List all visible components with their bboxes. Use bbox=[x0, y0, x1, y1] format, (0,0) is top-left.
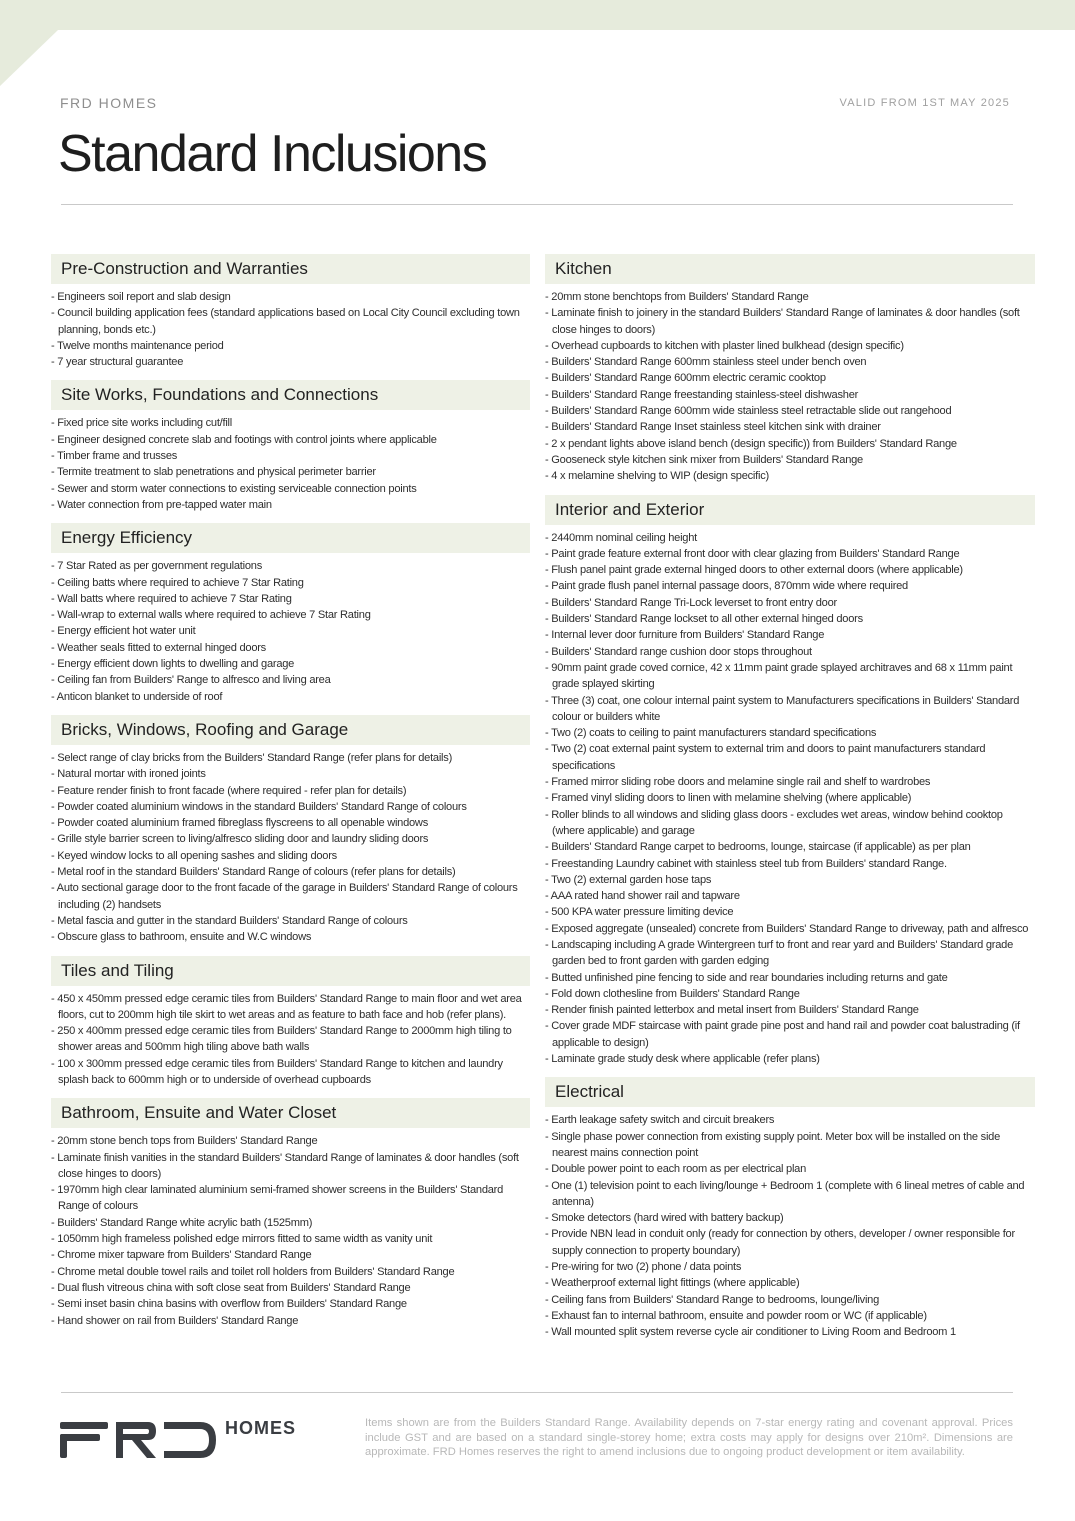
right-column bbox=[545, 254, 1035, 1351]
inclusion-item: - Semi inset basin china basins with overflow from Builders' Standard Range bbox=[51, 1298, 407, 1311]
inclusion-item: - Metal fascia and gutter in the standard Builders' Standard Range of colours bbox=[51, 914, 408, 927]
inclusion-item: - Twelve months maintenance period bbox=[51, 339, 224, 352]
corner-accent-shape bbox=[0, 0, 70, 90]
section-heading: Tiles and Tiling bbox=[51, 956, 530, 986]
inclusion-item: - Builders' Standard Range Inset stainless steel kitchen sink with drainer bbox=[545, 421, 881, 434]
inclusion-item: - Flush panel paint grade external hinged doors to other external doors (where applicable) bbox=[545, 564, 963, 577]
inclusion-list bbox=[51, 750, 530, 946]
inclusion-item: - Provide NBN lead in conduit only (ready for connection by others, developer / owner responsible for supply connection to property boundary) bbox=[545, 1228, 1015, 1257]
footer-divider bbox=[61, 1392, 1013, 1393]
section-heading: Interior and Exterior bbox=[545, 495, 1035, 525]
section-heading: Energy Efficiency bbox=[51, 523, 530, 553]
inclusion-item: - One (1) television point to each living/lounge + Bedroom 1 (complete with 6 lineal metres of cable and antenna) bbox=[545, 1179, 1025, 1208]
inclusion-item: - 20mm stone bench tops from Builders' Standard Range bbox=[51, 1135, 318, 1148]
inclusion-list bbox=[51, 991, 530, 1089]
section-site-works-foundations-and-connections bbox=[51, 380, 530, 513]
footer-disclaimer: Items shown are from the Builders Standard Range. Availability depends on 7-star energy rating and covenant approval. Prices include GST and are based on a standard single-storey home; extra costs may apply for designs over 210m². Dimensions are approximate. FRD Homes reserves the right to amend inclusions due to ongoing product development or item availability. bbox=[365, 1417, 1013, 1459]
inclusion-item: - 2440mm nominal ceiling height bbox=[545, 531, 697, 544]
inclusion-item: - Exhaust fan to internal bathroom, ensuite and powder room or WC (if applicable) bbox=[545, 1309, 927, 1322]
header-brand: FRD HOMES bbox=[60, 95, 158, 111]
inclusion-item: - Ceiling batts where required to achieve 7 Star Rating bbox=[51, 576, 304, 589]
section-heading: Bathroom, Ensuite and Water Closet bbox=[51, 1098, 530, 1128]
inclusion-item: - Exposed aggregate (unsealed) concrete from Builders' Standard Range to driveway, path and alfresco bbox=[545, 922, 1029, 935]
inclusion-item: - Roller blinds to all windows and sliding glass doors - excludes wet areas, window behind cooktop (where applicable) and garage bbox=[545, 808, 1003, 837]
section-pre-construction-and-warranties bbox=[51, 254, 530, 370]
inclusion-item: - Fold down clothesline from Builders' Standard Range bbox=[545, 987, 800, 1000]
section-bathroom-ensuite-and-water-closet bbox=[51, 1098, 530, 1329]
inclusion-item: - Obscure glass to bathroom, ensuite and W.C windows bbox=[51, 931, 312, 944]
inclusion-item: - Laminate finish to joinery in the standard Builders' Standard Range of laminates & door handles (soft close hinges to doors) bbox=[545, 307, 1020, 336]
inclusion-item: - 1050mm high frameless polished edge mirrors fitted to same width as vanity unit bbox=[51, 1233, 433, 1246]
inclusion-item: - Weatherproof external light fittings (where applicable) bbox=[545, 1277, 800, 1290]
inclusion-item: - Single phase power connection from existing supply point. Meter box will be installed on the side nearest mains connection point bbox=[545, 1130, 1001, 1159]
inclusion-item: - Builders' Standard Range 600mm stainless steel under bench oven bbox=[545, 356, 867, 369]
inclusion-item: - AAA rated hand shower rail and tapware bbox=[545, 890, 740, 903]
inclusion-item: - Feature render finish to front facade (where required - refer plan for details) bbox=[51, 784, 407, 797]
inclusion-item: - 100 x 300mm pressed edge ceramic tiles from Builders' Standard Range to kitchen and laundry splash back to 600mm high or to underside of overhead cupboards bbox=[51, 1057, 503, 1086]
inclusion-item: - Render finish painted letterbox and metal insert from Builders' Standard Range bbox=[545, 1004, 919, 1017]
inclusion-list bbox=[51, 558, 530, 705]
inclusion-item: - Timber frame and trusses bbox=[51, 450, 178, 463]
inclusion-item: - Termite treatment to slab penetrations and physical perimeter barrier bbox=[51, 466, 376, 479]
inclusion-item: - Hand shower on rail from Builders' Standard Range bbox=[51, 1314, 299, 1327]
inclusion-item: - Powder coated aluminium windows in the standard Builders' Standard Range of colours bbox=[51, 800, 467, 813]
inclusion-item: - Water connection from pre-tapped water main bbox=[51, 498, 272, 511]
inclusion-item: - Energy efficient hot water unit bbox=[51, 625, 196, 638]
inclusion-list bbox=[51, 415, 530, 513]
inclusion-item: - Builders' Standard Range white acrylic bath (1525mm) bbox=[51, 1216, 313, 1229]
section-heading: Pre-Construction and Warranties bbox=[51, 254, 530, 284]
inclusion-item: - Builders' Standard Range freestanding stainless-steel dishwasher bbox=[545, 388, 859, 401]
inclusion-item: - 1970mm high clear laminated aluminium semi-framed shower screens in the Builders' Standard Range of colours bbox=[51, 1184, 504, 1213]
inclusion-item: - Builders' Standard Range lockset to all other external hinged doors bbox=[545, 613, 863, 626]
inclusion-item: - 250 x 400mm pressed edge ceramic tiles from Builders' Standard Range to 2000mm high tiling to shower areas and 500mm high tiling above bath walls bbox=[51, 1025, 512, 1054]
inclusion-list bbox=[51, 1133, 530, 1329]
inclusion-item: - Natural mortar with ironed joints bbox=[51, 768, 206, 781]
inclusion-item: - Wall mounted split system reverse cycle air conditioner to Living Room and Bedroom 1 bbox=[545, 1326, 956, 1339]
inclusion-item: - Powder coated aluminium framed fibreglass flyscreens to all openable windows bbox=[51, 817, 428, 830]
inclusion-item: - Freestanding Laundry cabinet with stainless steel tub from Builders' standard Range. bbox=[545, 857, 947, 870]
inclusion-item: - Builders' Standard Range Tri-Lock leverset to front entry door bbox=[545, 596, 837, 609]
frd-logo-icon bbox=[60, 1422, 216, 1458]
section-tiles-and-tiling bbox=[51, 956, 530, 1089]
inclusion-list bbox=[51, 289, 530, 370]
left-column bbox=[51, 254, 530, 1339]
section-heading: Site Works, Foundations and Connections bbox=[51, 380, 530, 410]
inclusion-item: - Overhead cupboards to kitchen with plaster lined bulkhead (design specific) bbox=[545, 339, 904, 352]
section-bricks-windows-roofing-and-garage bbox=[51, 715, 530, 946]
section-electrical bbox=[545, 1077, 1035, 1340]
inclusion-item: - Fixed price site works including cut/fill bbox=[51, 417, 232, 430]
logo-homes-text: HOMES bbox=[225, 1418, 297, 1438]
inclusion-item: - Builders' Standard Range 600mm wide stainless steel retractable slide out rangehood bbox=[545, 405, 952, 418]
inclusion-item: - Earth leakage safety switch and circuit breakers bbox=[545, 1114, 775, 1127]
inclusion-list bbox=[545, 530, 1035, 1068]
inclusion-item: - Council building application fees (standard applications based on Local City Council excluding town planning, bonds etc.) bbox=[51, 307, 520, 336]
inclusion-item: - Paint grade flush panel internal passage doors, 870mm wide where required bbox=[545, 580, 908, 593]
inclusion-item: - Chrome metal double towel rails and toilet roll holders from Builders' Standard Range bbox=[51, 1265, 455, 1278]
inclusion-item: - Butted unfinished pine fencing to side and rear boundaries including returns and gate bbox=[545, 971, 948, 984]
inclusion-item: - Two (2) coats to ceiling to paint manufacturers standard specifications bbox=[545, 727, 877, 740]
inclusion-item: - 7 year structural guarantee bbox=[51, 356, 184, 369]
inclusion-item: - Gooseneck style kitchen sink mixer from Builders' Standard Range bbox=[545, 453, 863, 466]
inclusion-item: - Paint grade feature external front door with clear glazing from Builders' Standard Range bbox=[545, 547, 960, 560]
inclusion-item: - Landscaping including A grade Wintergreen turf to front and rear yard and Builders' Standard grade garden bed to front garden with garden edging bbox=[545, 938, 1014, 968]
header-divider bbox=[61, 204, 1013, 205]
inclusion-list bbox=[545, 289, 1035, 485]
inclusion-item: - Double power point to each room as per electrical plan bbox=[545, 1163, 807, 1176]
inclusion-item: - 500 KPA water pressure limiting device bbox=[545, 906, 734, 919]
inclusion-item: - 2 x pendant lights above island bench (design specific)) from Builders' Standard Range bbox=[545, 437, 957, 450]
top-accent-band bbox=[0, 0, 1075, 30]
inclusion-item: - Select range of clay bricks from the Builders' Standard Range (refer plans for details) bbox=[51, 751, 453, 764]
inclusion-item: - Laminate grade study desk where applicable (refer plans) bbox=[545, 1053, 820, 1066]
inclusion-item: - Wall-wrap to external walls where required to achieve 7 Star Rating bbox=[51, 609, 371, 622]
inclusion-item: - Three (3) coat, one colour internal paint system to Manufacturers specifications in Builders' Standard colour or builders white bbox=[545, 694, 1020, 723]
inclusion-item: - Framed mirror sliding robe doors and melamine single rail and shelf to wardrobes bbox=[545, 776, 931, 789]
inclusion-item: - 90mm paint grade coved cornice, 42 x 11mm paint grade splayed architraves and 68 x 11mm paint grade splayed skirting bbox=[545, 661, 1013, 691]
inclusion-item: - Two (2) coat external paint system to external trim and doors to paint manufacturers standard specifications bbox=[545, 743, 986, 772]
page-title: Standard Inclusions bbox=[58, 125, 487, 183]
inclusion-item: - Chrome mixer tapware from Builders' Standard Range bbox=[51, 1249, 312, 1262]
inclusion-item: - Weather seals fitted to external hinged doors bbox=[51, 641, 266, 654]
inclusion-item: - Dual flush vitreous china with soft close seat from Builders' Standard Range bbox=[51, 1281, 411, 1294]
inclusion-item: - Builders' Standard Range 600mm electric ceramic cooktop bbox=[545, 372, 826, 385]
inclusion-item: - Grille style barrier screen to living/alfresco sliding door and laundry sliding doors bbox=[51, 833, 429, 846]
inclusion-item: - Metal roof in the standard Builders' Standard Range of colours (refer plans for details) bbox=[51, 866, 456, 879]
section-heading: Electrical bbox=[545, 1077, 1035, 1107]
inclusion-item: - Sewer and storm water connections to existing serviceable connection points bbox=[51, 482, 417, 495]
section-energy-efficiency bbox=[51, 523, 530, 705]
inclusion-item: - Smoke detectors (hard wired with battery backup) bbox=[545, 1212, 784, 1225]
inclusion-item: - Energy efficient down lights to dwelling and garage bbox=[51, 658, 295, 671]
inclusion-item: - 450 x 450mm pressed edge ceramic tiles from Builders' Standard Range to main floor and wet area floors, cut to 200mm high tile skirt to wet areas and as feature to bath face and hob (refer plans). bbox=[51, 992, 522, 1021]
inclusion-item: - Pre-wiring for two (2) phone / data points bbox=[545, 1261, 742, 1274]
inclusion-item: - Builders' Standard range cushion door stops throughout bbox=[545, 645, 812, 658]
inclusion-item: - Keyed window locks to all opening sashes and sliding doors bbox=[51, 849, 337, 862]
inclusion-item: - Engineer designed concrete slab and footings with control joints where applicable bbox=[51, 433, 437, 446]
inclusion-item: - Laminate finish vanities in the standard Builders' Standard Range of laminates & door handles (soft close hinges to doors) bbox=[51, 1151, 519, 1180]
inclusion-list bbox=[545, 1112, 1035, 1340]
inclusion-item: - Anticon blanket to underside of roof bbox=[51, 690, 223, 703]
inclusion-item: - Two (2) external garden hose taps bbox=[545, 873, 712, 886]
inclusion-item: - Internal lever door furniture from Builders' Standard Range bbox=[545, 629, 825, 642]
section-heading: Bricks, Windows, Roofing and Garage bbox=[51, 715, 530, 745]
inclusion-item: - Engineers soil report and slab design bbox=[51, 291, 231, 303]
inclusion-item: - 20mm stone benchtops from Builders' Standard Range bbox=[545, 291, 809, 303]
inclusion-item: - Framed vinyl sliding doors to linen with melamine shelving (where applicable) bbox=[545, 792, 912, 805]
section-interior-and-exterior bbox=[545, 495, 1035, 1068]
inclusion-item: - Ceiling fans from Builders' Standard Range to bedrooms, lounge/living bbox=[545, 1293, 880, 1306]
inclusion-item: - Auto sectional garage door to the front facade of the garage in Builders' Standard Range of colours including (2) handsets bbox=[51, 882, 518, 911]
inclusion-item: - Ceiling fan from Builders' Range to alfresco and living area bbox=[51, 674, 331, 687]
section-heading: Kitchen bbox=[545, 254, 1035, 284]
inclusion-item: - Wall batts where required to achieve 7 Star Rating bbox=[51, 592, 292, 605]
inclusion-item: - Builders' Standard Range carpet to bedrooms, lounge, staircase (if applicable) as per plan bbox=[545, 841, 971, 854]
inclusion-item: - 7 Star Rated as per government regulations bbox=[51, 560, 262, 573]
frd-homes-logo bbox=[60, 1414, 310, 1464]
valid-from-date: VALID FROM 1ST MAY 2025 bbox=[839, 97, 1010, 109]
inclusion-item: - Cover grade MDF staircase with paint grade pine post and hand rail and powder coat balustrading (if applicable to design) bbox=[545, 1020, 1020, 1049]
section-kitchen bbox=[545, 254, 1035, 485]
inclusion-item: - 4 x melamine shelving to WIP (design specific) bbox=[545, 470, 769, 483]
